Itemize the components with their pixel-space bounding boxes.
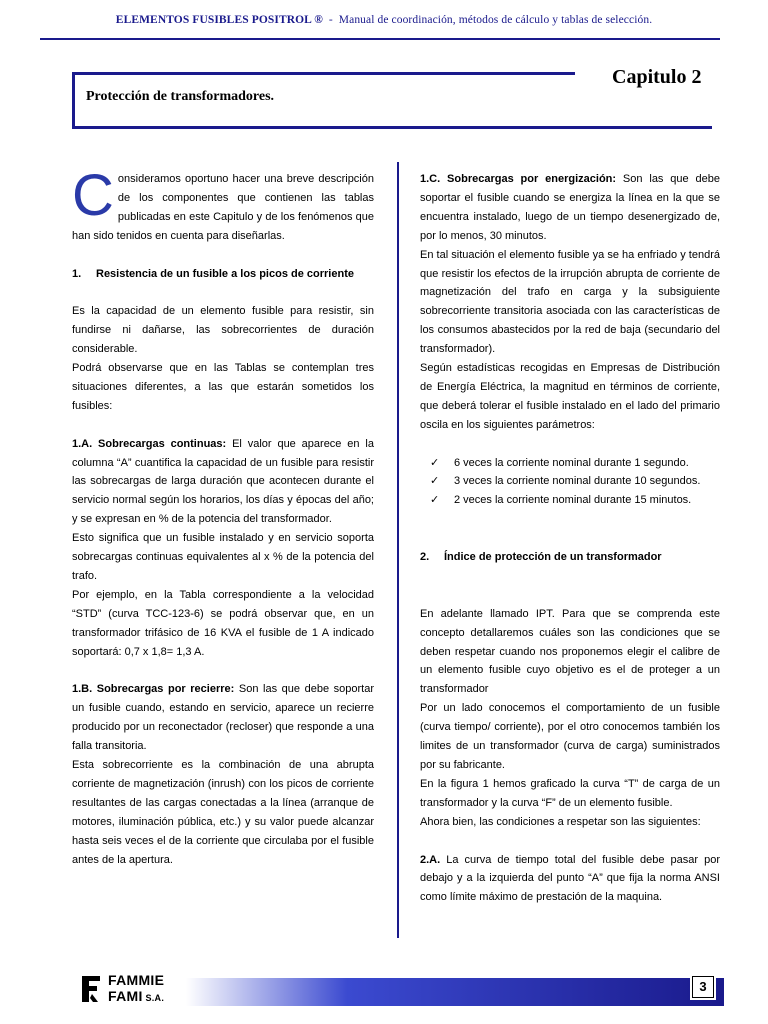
section-1a-text: El valor que aparece en la columna “A” cuantifica la capacidad de un fusible para resistir las sobrecargas de larga duración que acontecen durante el servicio normal según los horarios, los días y épocas del año; y se expresan en % de la potencia del transformador. <box>72 437 374 526</box>
chapter-label: Capitulo 2 <box>612 66 702 88</box>
section-1-heading <box>72 265 374 284</box>
logo-suffix: S.A. <box>142 993 165 1003</box>
chapter-box-title: Protección de transformadores. <box>86 89 275 104</box>
company-logo-text <box>108 972 164 1006</box>
section-1b-paragraph <box>72 680 374 756</box>
list-item <box>430 491 720 510</box>
checkmark-icon: ✓ <box>430 494 440 507</box>
section-1-title: Resistencia de un fusible a los picos de corriente <box>96 267 354 280</box>
section-1b-paragraph-2: Esta sobrecorriente es la combinación de una abrupta corriente de magnetización (inrush) con los picos de corriente resultantes de las cargas conectadas a la línea (arranque de motores, iluminación pública, etc.) y su valor puede alcanzar hasta seis veces el de la corriente que circulaba por el fusible antes de la apertura. <box>72 759 374 866</box>
header-rule <box>40 38 720 40</box>
section-2-number: 2. <box>420 551 430 564</box>
chapter-box-rule <box>72 126 712 129</box>
section-1a-paragraph-2: Esto significa que un fusible instalado y en servicio soporta sobrecargas continuas equivalentes al x % de la potencia del trafo. <box>72 532 374 582</box>
section-1c-text: Son las que debe soportar el fusible cuando se energiza la línea en la que se encuentra instalado, luego de un tiempo desenergizado de, por lo menos, 30 minutos. <box>420 173 720 242</box>
section-1-paragraph-2: Podrá observarse que en las Tablas se contemplan tres situaciones diferentes, a las que estarán sometidos los fusibles: <box>72 362 374 412</box>
intro-text: onsideramos oportuno hacer una breve descripción de los componentes que contienen las tablas publicadas en este Capitulo y de los fenómenos que han sido tenidos en cuenta para diseñarlas. <box>72 173 374 242</box>
section-2-heading <box>420 548 720 567</box>
column-divider <box>397 162 399 938</box>
logo-line-1: FAMMIE <box>108 972 165 988</box>
section-1-paragraph-1: Es la capacidad de un elemento fusible para resistir, sin fundirse ni dañarse, las sobrecorrientes de duración considerable. <box>72 305 374 356</box>
section-1c-paragraph <box>420 170 720 246</box>
fammie-logo-icon <box>80 974 102 1004</box>
section-1a-title: 1.A. Sobrecargas continuas: <box>72 437 227 450</box>
section-1-number: 1. <box>72 267 82 280</box>
section-2-paragraph-3: En la figura 1 hemos graficado la curva “T” de carga de un transformador y la curva “F” de un elemento fusible. <box>420 777 720 809</box>
section-2a-title: 2.A. <box>420 853 441 866</box>
checkmark-icon: ✓ <box>430 475 440 488</box>
footer-bar <box>186 978 724 1006</box>
running-header <box>0 14 768 26</box>
section-1b-text: Son las que debe soportar un fusible cuando, estando en servicio, aparece un recierre producido por un reconectador (recloser) que responde a una falla transitoria. <box>72 683 374 753</box>
section-1b-title: 1.B. Sobrecargas por recierre: <box>72 683 235 696</box>
list-item-text: 3 veces la corriente nominal durante 10 segundos. <box>454 475 701 488</box>
list-item <box>430 472 720 491</box>
logo-name: FAMI <box>108 988 143 1004</box>
dropcap: C <box>72 163 114 228</box>
checkmark-icon: ✓ <box>430 456 440 469</box>
section-1a-paragraph-3: Por ejemplo, en la Tabla correspondiente a la velocidad “STD” (curva TCC-123-6) se podrá observar que, en un transformador trifásico de 16 KVA el fusible de 1 A indicado soportará: 0,7 x 1,8= 1,3 A. <box>72 588 374 658</box>
section-1a-paragraph <box>72 435 374 530</box>
section-2-paragraph-4: Ahora bien, las condiciones a respetar son las siguientes: <box>420 815 701 828</box>
section-2a-paragraph <box>420 851 720 908</box>
section-1c-paragraph-2: En tal situación el elemento fusible ya se ha enfriado y tendrá que resistir los efectos de la irrupción abrupta de corriente de magnetización del trafo en carga y la subsiguiente sobrecorriente transitoria asociada con las características de los consumos abastecidos por la red de baja (secundario del transformador). <box>420 248 720 356</box>
left-column <box>72 163 374 869</box>
parameter-list <box>420 454 720 511</box>
right-column <box>420 170 720 907</box>
logo-line-2 <box>108 988 164 1006</box>
section-2-paragraph-2: Por un lado conocemos el comportamiento de un fusible (curva tiempo/ corriente), por el otro conocemos también los limites de un transformador (curva de carga) suministrados por su fabricante. <box>420 702 720 772</box>
header-subtitle: - Manual de coordinación, métodos de cálculo y tablas de selección. <box>322 14 653 26</box>
section-1c-title: 1.C. Sobrecargas por energización: <box>420 173 617 185</box>
list-item-text: 6 veces la corriente nominal durante 1 segundo. <box>454 456 689 469</box>
section-2a-text: La curva de tiempo total del fusible debe pasar por debajo y a la izquierda del punto “A” que fija la norma ANSI como límite máximo de prestación de la maquina. <box>420 853 720 904</box>
section-2-title: Índice de protección de un transformador <box>444 551 662 564</box>
section-2-paragraph-1: En adelante llamado IPT. Para que se comprenda este concepto detallaremos cuáles son las condiciones que se deben respetar cuando nos proponemos elegir el calibre de un elemento fusible cuyo objetivo es el de proteger a un transformador <box>420 607 720 696</box>
list-item-text: 2 veces la corriente nominal durante 15 minutos. <box>454 494 692 507</box>
header-product: ELEMENTOS FUSIBLES POSITROL ® <box>115 14 323 26</box>
list-item <box>430 454 720 473</box>
section-1c-paragraph-3: Según estadísticas recogidas en Empresas de Distribución de Energía Eléctrica, la magnitud en términos de corriente, que deberá tolerar el fusible instalado en el lado del primario oscila en los siguientes parámetros: <box>420 362 720 431</box>
intro-paragraph <box>72 163 374 246</box>
page-number: 3 <box>690 974 716 1000</box>
